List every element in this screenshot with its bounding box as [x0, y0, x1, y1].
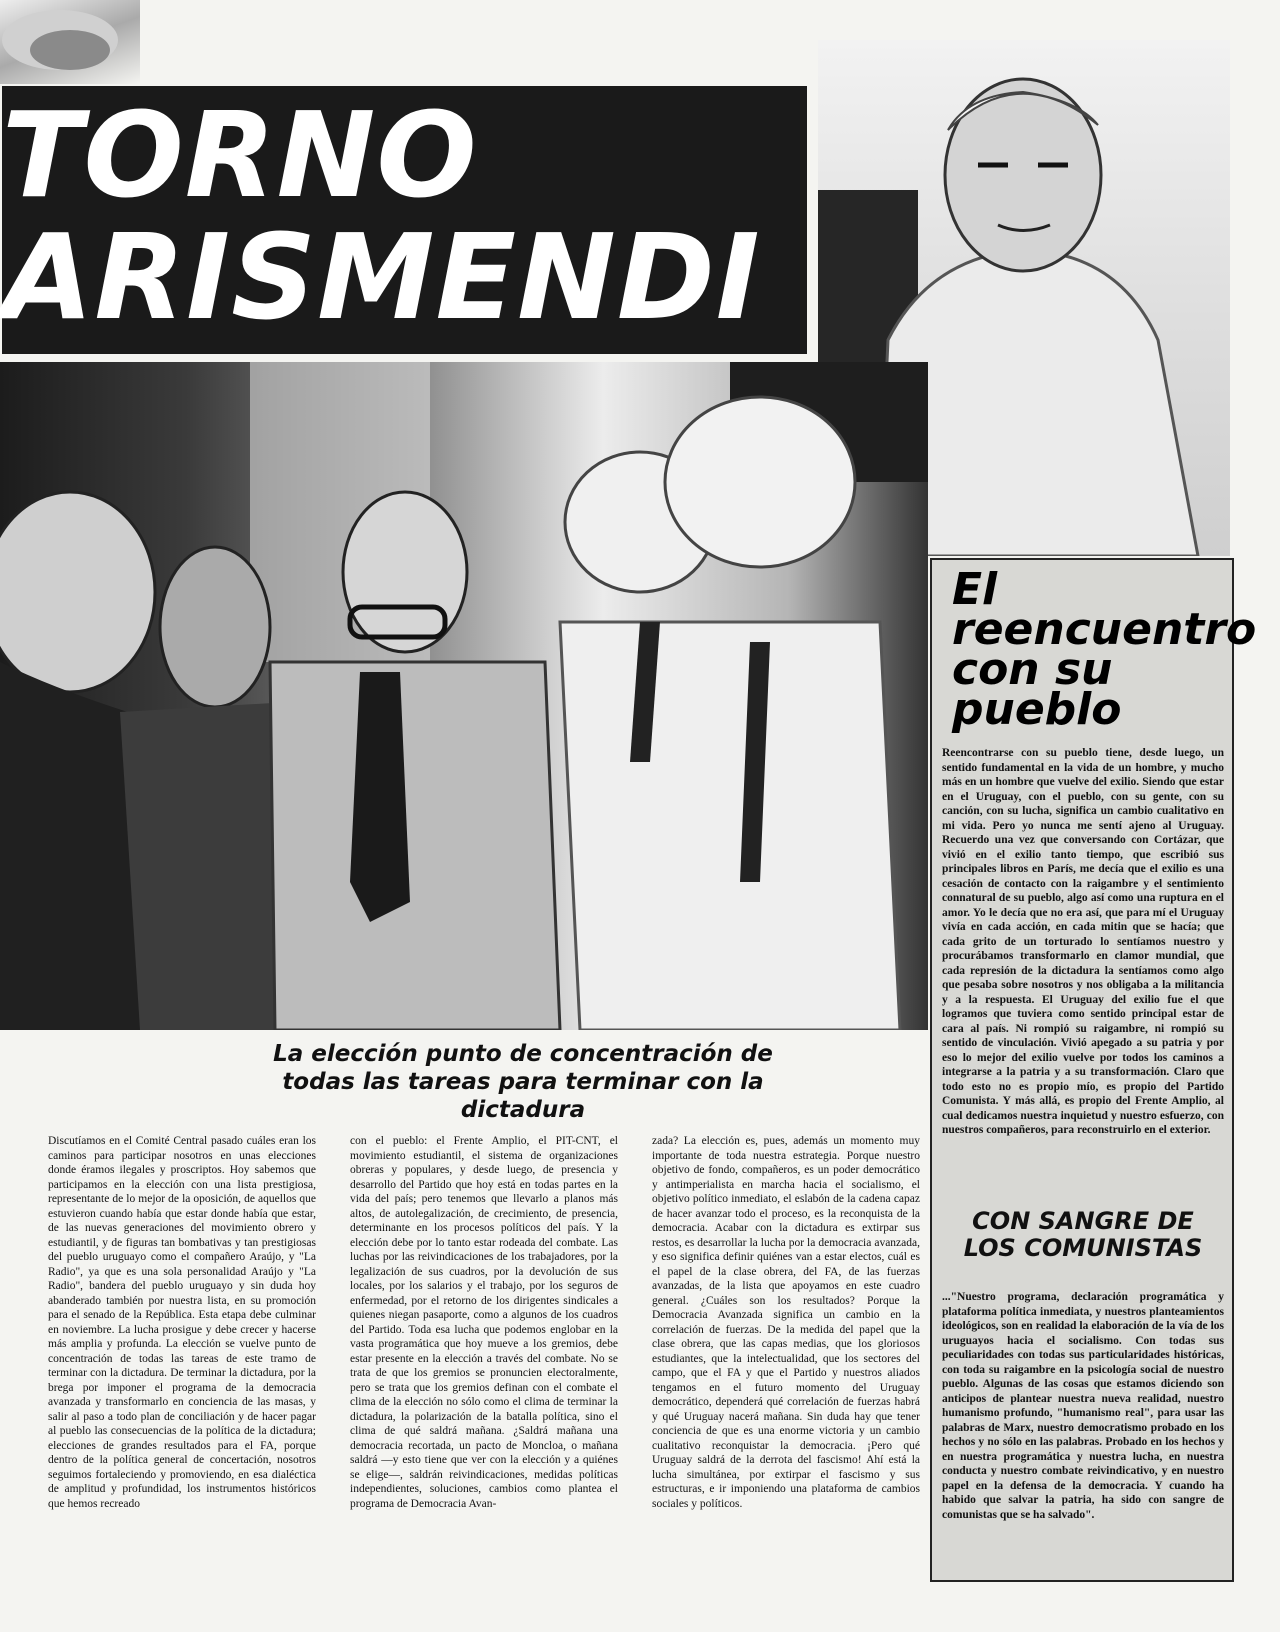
- sidebar-box: [930, 558, 1257, 1582]
- article-column-2: con el pueblo: el Frente Amplio, el PIT-CNT, el movimiento estudiantil, el sistema de organizaciones obreras y populares, y desde luego, de presencia y desarrollo del Partido que hoy está en todas partes en la vida del país; pero tenemos que llevarlo a planos más altos, de autolegalización, de crecimiento, de presencia, determinante en los procesos políticos del país. Y la elección debe por lo tanto estar rodeada del combate. Las luchas por las reivindicaciones de los trabajadores, por la legalización de sus cuadros, por la devolución de sus locales, por los salarios y el trabajo, por los seguros de enfermedad, por el retorno de los dirigentes sindicales a quienes niegan pasaporte, como a algunos de los cuadros del Partido. Toda esa lucha que podemos englobar en la vasta programática que hoy mueve a los gremios, debe estar presente en la elección a través del combate. No se trata de que los gremios se pronuncien electoralmente, pero se trata que los gremios definan con el combate el clima de la elección no sólo como el clima de terminar la dictadura, la polarización de la batalla política, sino el clima de qué saldrá mañana. ¿Saldrá mañana una democracia recortada, un pacto de Moncloa, o mañana saldrá —y esto tiene que ver con la elección y a quiénes se elige—, saldrán reivindicaciones, medidas políticas independientes, soluciones, cambios como plantea el programa de Democracia Avan-: [350, 1135, 618, 1510]
- title-line-1: TORNO: [2, 86, 478, 224]
- sidebar-title: El reencuentro con su pueblo: [952, 564, 1257, 735]
- sidebar-body: Reencontrarse con su pueblo tiene, desde luego, un sentido fundamental en la vida de un hombre, y mucho más en un hombre que vuelve del exilio. Siendo que estar en el Uruguay, con el pueblo, con su gente, con su canción, con su lucha, significa un cambio cualitativo en mi vida. Pero yo nunca me sentí ajeno al Uruguay. Recuerdo una vez que conversando con Cortázar, que vivió en el exilio tanto tiempo, que escribió sus principales libros en París, me decía que el exilio es una cesación de contacto con la raigambre y el sentimiento connatural de su pueblo, algo así como una ruptura en el amor. Yo le decía que no era así, que para mí el Uruguay vivía en cada acción, en cada mitin que se hacía; que cada grito de un torturado lo sentíamos nuestro y procurábamos transformarlo en clamor mundial, que cada represión de la dictadura la sentíamos como algo que pesaba sobre nosotros y nos obligaba a la militancia y a la respuesta. El Uruguay del exilio fue el que logramos que tuviera como sentido principal estar de cara al país. Ni rompió su raigambre, ni rompió su sentido de vinculación. Vivió apegado a su patria y por eso lo mejor del exilio vuelve por todos los caminos a integrarse a la patria y a su transformación. Claro que todo esto no es propio mío, es propio del Partido Comunista. Y más allá, es propio del Frente Amplio, al cual dedicamos nuestra inquietud y nuestro esfuerzo, con nuestros compañeros, para reconstruirlo en el exterior.: [942, 747, 1224, 1136]
- title-band: [2, 86, 807, 354]
- article-column-3: zada? La elección es, pues, además un momento muy importante de toda nuestra estrategia. Porque nuestro objetivo de fondo, compañeros, es un poder democrático y antimperialista en marcha hacia el socialismo, el objetivo político inmediato, el eslabón de la cadena capaz de hacer avanzar todo el proceso, es la reconquista de la democracia. Acabar con la dictadura es extirpar sus restos, es desarrollar la lucha por la democracia avanzada, y eso significa definir quiénes van a estar electos, cuál es el papel de la clase obrera, del FA, de las fuerzas avanzadas, de la lista que apoyamos en este cuadro general. ¿Cuáles son los resultados? Porque la Democracia Avanzada significa un cambio en la correlación de fuerzas. De la medida del papel que la clase obrera, que las capas medias, que los gloriosos estudiantes, que la intelectualidad, que los sectores del campo, que el FA y que el Partido y nuestros aliados tengamos en el futuro momento del Uruguay democrático, dependerá qué correlación de fuerzas habrá y qué Uruguay nacerá mañana. Sin duda hay que tener conciencia de que es una enorme victoria y un cambio cualitativo reconquistar la democracia. ¡Pero qué Uruguay saldrá de la derrota del fascismo! Ahí está la lucha simultánea, por extirpar el fascismo y sus estructuras, e ir imponiendo una plataforma de cambios sociales y políticos.: [652, 1135, 920, 1510]
- group-photo: [0, 362, 928, 1030]
- title-line-2: ARISMENDI: [2, 208, 761, 346]
- article-column-1: Discutíamos en el Comité Central pasado cuáles eran los caminos para participar nosotros en unas elecciones donde éramos ilegales y proscriptos. Hoy sabemos que participamos en la elección con una lista prestigiosa, representante de lo mejor de la oposición, de aquellos que estuvieron cuando había que estar donde había que estar, de las nuevas generaciones del movimiento obrero y estudiantil, y de figuras tan bombativas y tan prestigiosas del pueblo uruguayo como el compañero Araújo, y "La Radio", ya que es una sola personalidad Araújo y "La Radio", bandera del pueblo uruguayo y sin duda hoy abanderado también por nuestra lista, en su promoción para el senado de la República. Esta etapa debe culminar en noviembre. La lucha prosigue y debe crecer y hacerse más amplia y profunda. La elección se vuelve punto de concentración de todas las tareas de este tramo de terminar con la dictadura. De terminar la dictadura, por la brega por imponer el programa de la democracia avanzada y transformarlo en conciencia de las masas, y salir al paso a todo plan de conciliación y de hacer pagar al pueblo las consecuencias de la política de la dictadura; elecciones de grandes resultados para el FA, porque dentro de la política general de concertación, nosotros seguimos fortaleciendo y promoviendo, en esa dialéctica de amplitud y profundidad, los instrumentos históricos que hemos recreado: [48, 1135, 316, 1510]
- sidebar-body-2: ..."Nuestro programa, declaración programática y plataforma política inmediata, y nuestros planteamientos ideológicos, son en realidad la elaboración de la vía de los uruguayos hacia el socialismo. Con todas sus peculiaridades con todas sus particularidades históricas, con toda su raigambre en la psicología social de nuestro pueblo. Algunas de las cosas que estamos diciendo son anticipos de plantear nuestra nueva realidad, nuestro humanismo profundo, "humanismo real", para usar las palabras de Marx, nuestro democratismo probado en los hechos y no sólo en las palabras. Probado en los hechos y en nuestra programática y nuestra lucha, en nuestra conducta y nuestro combate reivindicativo, y en nuestro papel en la defensa de la democracia. Y cuando ha habido que salvar la patria, ha sido con sangre de comunistas que se ha salvado".: [942, 1291, 1224, 1521]
- headline: La elección punto de concentración de todas las tareas para terminar con la dictadura: [273, 1041, 773, 1123]
- sidebar-subhead: CON SANGRE DE LOS COMUNISTAS: [963, 1207, 1203, 1262]
- photo-top-fragment: [0, 0, 140, 84]
